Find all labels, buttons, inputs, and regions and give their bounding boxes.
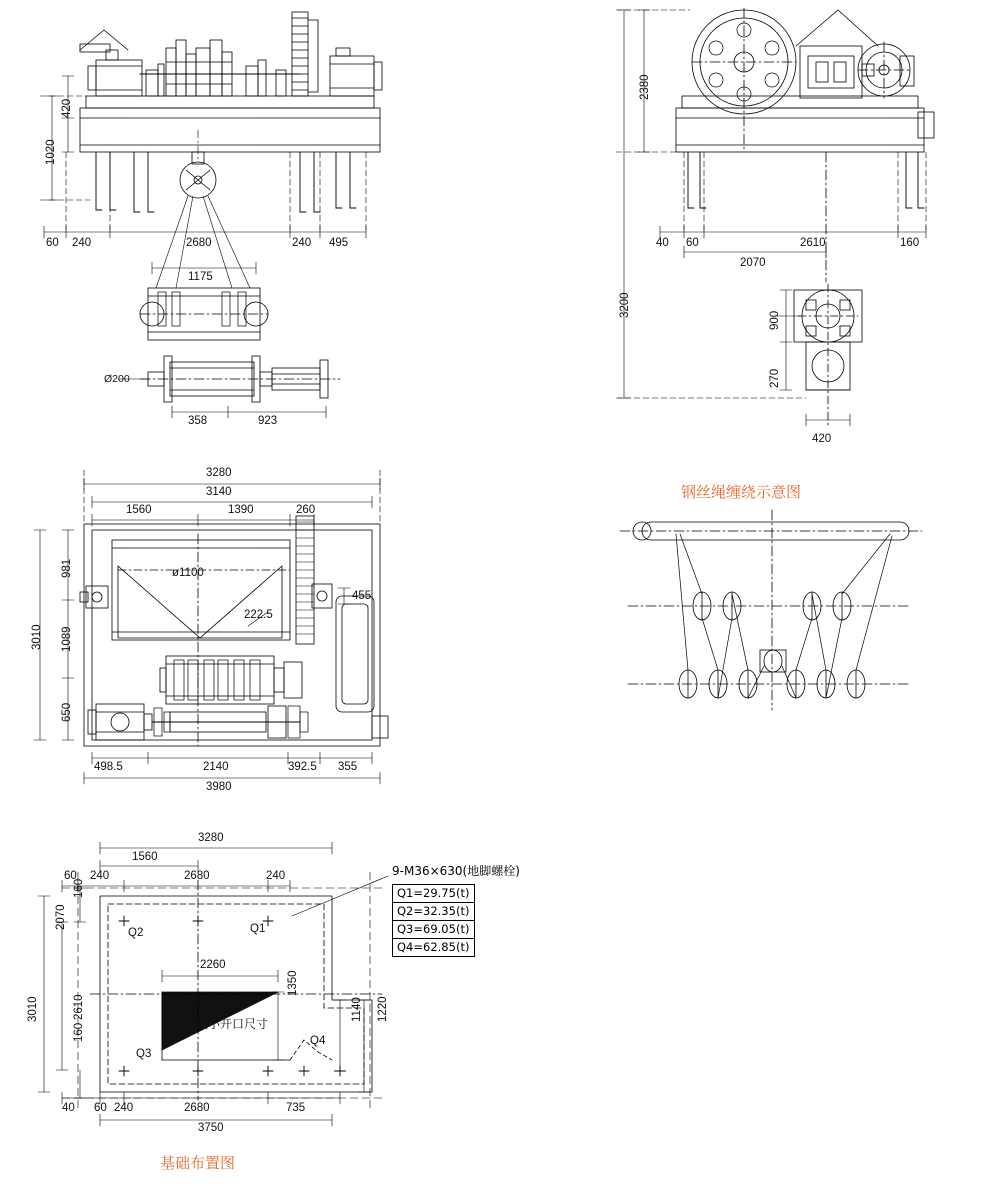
load-q2-label: Q2 xyxy=(397,904,414,918)
dim-plan-222-5: 222.5 xyxy=(244,609,273,621)
load-q4-cell: Q4=62.85(t) xyxy=(393,939,475,957)
dim-found-1140: 1140 xyxy=(351,997,363,1022)
bolt-mark-q1: Q1 xyxy=(250,923,266,935)
dim-front-2680: 2680 xyxy=(186,237,212,249)
dim-front-240-right: 240 xyxy=(292,237,312,249)
dim-found-3750: 3750 xyxy=(198,1122,224,1134)
dim-plan-3140: 3140 xyxy=(206,486,232,498)
dim-found-3280: 3280 xyxy=(198,832,224,844)
dim-side-40: 40 xyxy=(656,237,669,249)
dim-found-60-bottom: 60 xyxy=(94,1102,107,1114)
dim-plan-650: 650 xyxy=(61,702,73,722)
table-row xyxy=(393,885,475,903)
min-opening-note: 最小开口尺寸 xyxy=(196,1017,269,1031)
dim-plan-3010: 3010 xyxy=(31,624,43,650)
dim-plan-355: 355 xyxy=(338,761,358,773)
dim-found-160-upper: 160 xyxy=(73,878,85,898)
load-q1-cell: Q1=29.75(t) xyxy=(393,885,475,903)
dim-plan-3280: 3280 xyxy=(206,467,232,479)
dim-found-1560: 1560 xyxy=(132,851,158,863)
dim-plan-981: 981 xyxy=(61,558,73,578)
table-row xyxy=(393,903,475,921)
load-q1-unit: (t) xyxy=(455,886,470,900)
dim-plan-1089: 1089 xyxy=(61,626,73,652)
dim-plan-260: 260 xyxy=(296,504,316,516)
dim-front-1020: 1020 xyxy=(45,139,57,165)
dim-front-60: 60 xyxy=(46,237,59,249)
drum-detail-geometry xyxy=(118,262,340,418)
dim-drum-923: 923 xyxy=(258,415,278,427)
dim-found-2610: 2610 xyxy=(73,994,85,1020)
load-q3-cell: Q3=69.05(t) xyxy=(393,921,475,939)
dim-drum-358: 358 xyxy=(188,415,208,427)
load-q2-unit: (t) xyxy=(455,904,470,918)
dim-found-2680-bottom: 2680 xyxy=(184,1102,210,1114)
dim-front-420: 420 xyxy=(61,98,73,118)
dim-side-160: 160 xyxy=(900,237,920,249)
load-q3-value: 69.05 xyxy=(423,922,456,936)
table-row xyxy=(393,921,475,939)
dim-plan-392-5: 392.5 xyxy=(288,761,317,773)
dim-found-735: 735 xyxy=(286,1102,306,1114)
dim-found-1350: 1350 xyxy=(287,970,299,996)
dim-found-2680-top: 2680 xyxy=(184,870,210,882)
anchor-bolt-note: 9-M36×630(地脚螺栓) xyxy=(392,864,520,878)
dim-found-3010: 3010 xyxy=(27,996,39,1022)
dim-drum-diameter-200: Ø200 xyxy=(104,373,130,385)
dim-side-60: 60 xyxy=(686,237,699,249)
dim-plan-diameter-1100: ø1100 xyxy=(172,567,204,579)
load-q4-label: Q4 xyxy=(397,940,414,954)
dim-plan-1560: 1560 xyxy=(126,504,152,516)
load-table xyxy=(392,884,475,957)
dim-front-495: 495 xyxy=(329,237,349,249)
load-q1-label: Q1 xyxy=(397,886,414,900)
dim-plan-3980: 3980 xyxy=(206,781,232,793)
dim-found-240-topright: 240 xyxy=(266,870,286,882)
bolt-mark-q4: Q4 xyxy=(310,1035,326,1047)
dim-side-2070: 2070 xyxy=(740,257,766,269)
dim-drum-1175: 1175 xyxy=(188,271,213,283)
table-row xyxy=(393,939,475,957)
plan-view-geometry xyxy=(31,467,388,784)
rope-reeving-geometry xyxy=(620,510,922,710)
dim-side-270: 270 xyxy=(769,368,781,388)
load-q4-value: 62.85 xyxy=(423,940,456,954)
load-q4-unit: (t) xyxy=(455,940,470,954)
dim-side-3200: 3200 xyxy=(619,292,631,318)
dim-found-160-lower: 160 xyxy=(73,1022,85,1042)
dim-found-240-topleft: 240 xyxy=(90,870,110,882)
dim-side-2380: 2380 xyxy=(639,74,651,100)
dim-plan-498-5: 498.5 xyxy=(94,761,123,773)
rope-diagram-title: 钢丝绳缠绕示意图 xyxy=(681,483,802,501)
dim-front-240-left: 240 xyxy=(72,237,92,249)
dim-found-1220: 1220 xyxy=(377,996,389,1022)
load-q3-label: Q3 xyxy=(397,922,414,936)
foundation-layout-geometry xyxy=(38,842,388,1126)
foundation-diagram-title: 基础布置图 xyxy=(160,1154,236,1172)
load-q3-unit: (t) xyxy=(455,922,470,936)
dim-found-60-top: 60 xyxy=(64,870,77,882)
bolt-mark-q3: Q3 xyxy=(136,1048,152,1060)
load-q2-value: 32.35 xyxy=(423,904,456,918)
dim-plan-455: 455 xyxy=(352,590,372,602)
load-q2-cell: Q2=32.35(t) xyxy=(393,903,475,921)
dim-found-2070: 2070 xyxy=(55,904,67,930)
dim-found-2260: 2260 xyxy=(200,959,226,971)
dim-plan-2140: 2140 xyxy=(203,761,229,773)
bolt-mark-q2: Q2 xyxy=(128,927,144,939)
load-q1-value: 29.75 xyxy=(423,886,456,900)
dim-found-40-bottom: 40 xyxy=(62,1102,75,1114)
dim-side-900: 900 xyxy=(769,310,781,330)
side-elevation-geometry xyxy=(616,8,934,426)
dim-side-2610: 2610 xyxy=(800,237,826,249)
dim-plan-1390: 1390 xyxy=(228,504,254,516)
dim-found-240-bottom: 240 xyxy=(114,1102,134,1114)
dim-side-420: 420 xyxy=(812,433,832,445)
